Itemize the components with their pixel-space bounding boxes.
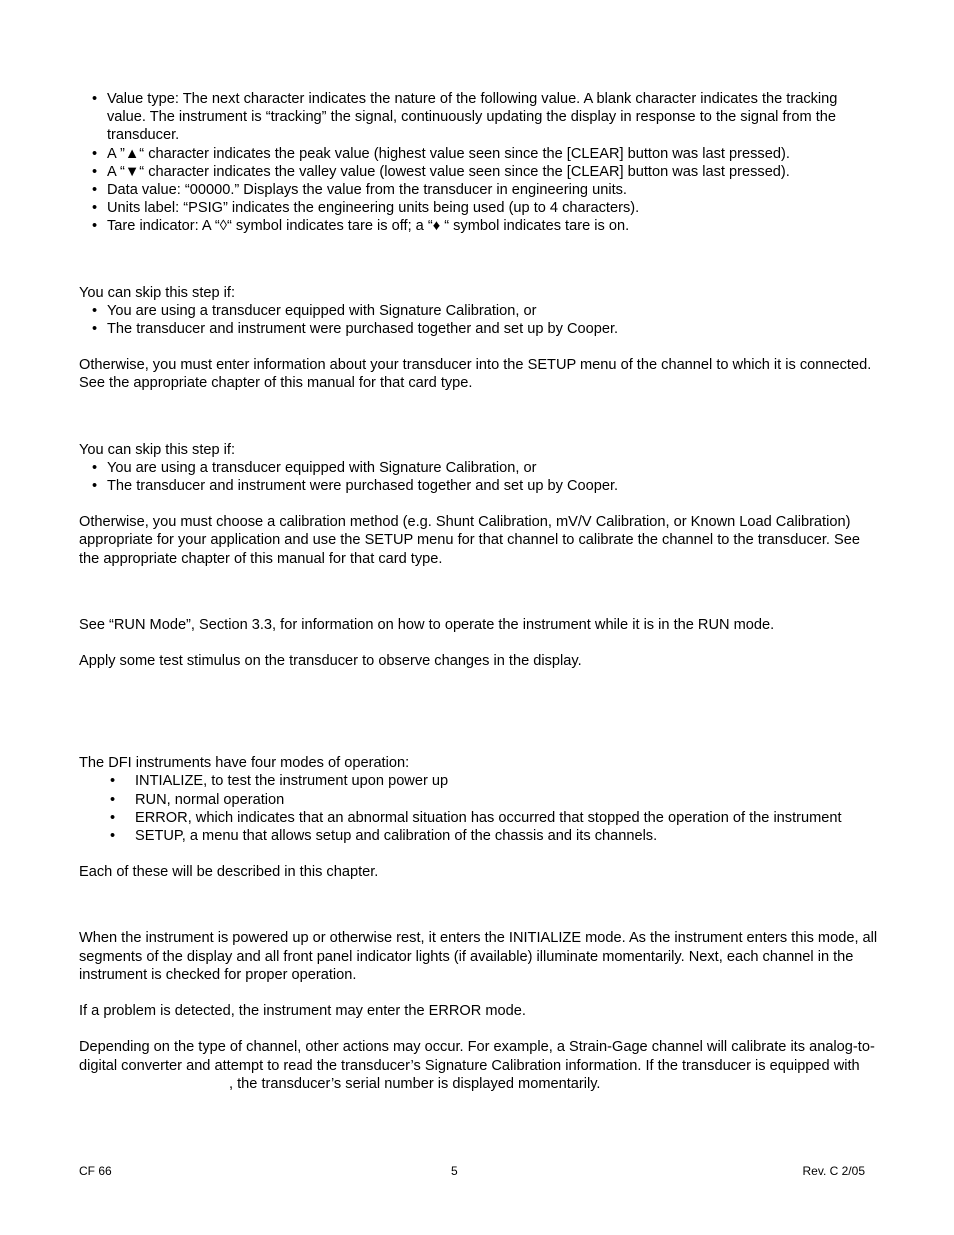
- modes-list: [79, 772, 879, 845]
- initialize-para-2: If a problem is detected, the instrument may enter the ERROR mode.: [79, 1003, 526, 1020]
- list-item: • SETUP, a menu that allows setup and calibration of the chassis and its channels.: [79, 827, 879, 845]
- list-item: • Value type: The next character indicates the nature of the following value. A blank character indicates the tracking value. The instrument is “tracking” the signal, continuously updating the display in response to the signal from the transducer.: [79, 90, 879, 145]
- list-item: • A “▼“ character indicates the valley value (lowest value seen since the [CLEAR] button was last pressed).: [79, 163, 879, 181]
- calibrate-skip-list: [79, 459, 879, 495]
- run-para-2: Apply some test stimulus on the transducer to observe changes in the display.: [79, 653, 582, 670]
- initialize-para-3-start: Depending on the type of channel, other actions may occur. For example, a Strain-Gage channel will calibrate its analog-to-digital converter and attempt to read the transducer’s Signature Calibration information. If the transducer is equipped with: [79, 1039, 875, 1074]
- modes-intro: The DFI instruments have four modes of operation:: [79, 755, 410, 772]
- page-content: [79, 90, 879, 1093]
- footer-page-number: 5: [451, 1164, 458, 1178]
- footer-revision: Rev. C 2/05: [802, 1164, 865, 1178]
- run-para-1: See “RUN Mode”, Section 3.3, for information on how to operate the instrument while it is in the RUN mode.: [79, 616, 775, 633]
- list-item: • ERROR, which indicates that an abnormal situation has occurred that stopped the operation of the instrument: [79, 809, 879, 827]
- list-item: • Data value: “00000.” Displays the value from the transducer in engineering units.: [79, 181, 879, 199]
- setup-body: Otherwise, you must enter information about your transducer into the SETUP menu of the channel to which it is connected. See the appropriate chapter of this manual for that card type.: [79, 357, 872, 392]
- initialize-para-1: When the instrument is powered up or otherwise rest, it enters the INITIALIZE mode. As the instrument enters this mode, all segments of the display and all front panel indicator lights (if available) illuminate momentarily. Next, each channel in the instrument is checked for proper operation.: [79, 930, 878, 983]
- list-item: • The transducer and instrument were purchased together and set up by Cooper.: [79, 477, 879, 495]
- initialize-para-3-end: , the transducer’s serial number is displayed momentarily.: [229, 1075, 601, 1092]
- list-item: • INTIALIZE, to test the instrument upon power up: [79, 772, 879, 790]
- list-item: • RUN, normal operation: [79, 791, 879, 809]
- calibrate-body: Otherwise, you must choose a calibration method (e.g. Shunt Calibration, mV/V Calibration, or Known Load Calibration) appropriate for your application and use the SETUP menu for that channel to calibrate the channel to the transducer. See the appropriate chapter of this manual for that card type.: [79, 514, 860, 567]
- calibrate-intro: You can skip this step if:: [79, 441, 236, 458]
- value-type-list: [79, 90, 879, 236]
- list-item: • You are using a transducer equipped with Signature Calibration, or: [79, 459, 879, 477]
- initialize-para-3: [79, 1038, 879, 1093]
- list-item: • The transducer and instrument were purchased together and set up by Cooper.: [79, 320, 879, 338]
- list-item: • A ”▲“ character indicates the peak value (highest value seen since the [CLEAR] button was last pressed).: [79, 145, 879, 163]
- modes-outro: Each of these will be described in this chapter.: [79, 864, 379, 881]
- setup-intro: You can skip this step if:: [79, 284, 236, 301]
- list-item: • You are using a transducer equipped with Signature Calibration, or: [79, 302, 879, 320]
- list-item: • Units label: “PSIG” indicates the engineering units being used (up to 4 characters).: [79, 199, 879, 217]
- list-item: • Tare indicator: A “◊“ symbol indicates tare is off; a “♦ “ symbol indicates tare is on.: [79, 217, 879, 235]
- footer-document-id: CF 66: [79, 1164, 112, 1178]
- setup-skip-list: [79, 302, 879, 338]
